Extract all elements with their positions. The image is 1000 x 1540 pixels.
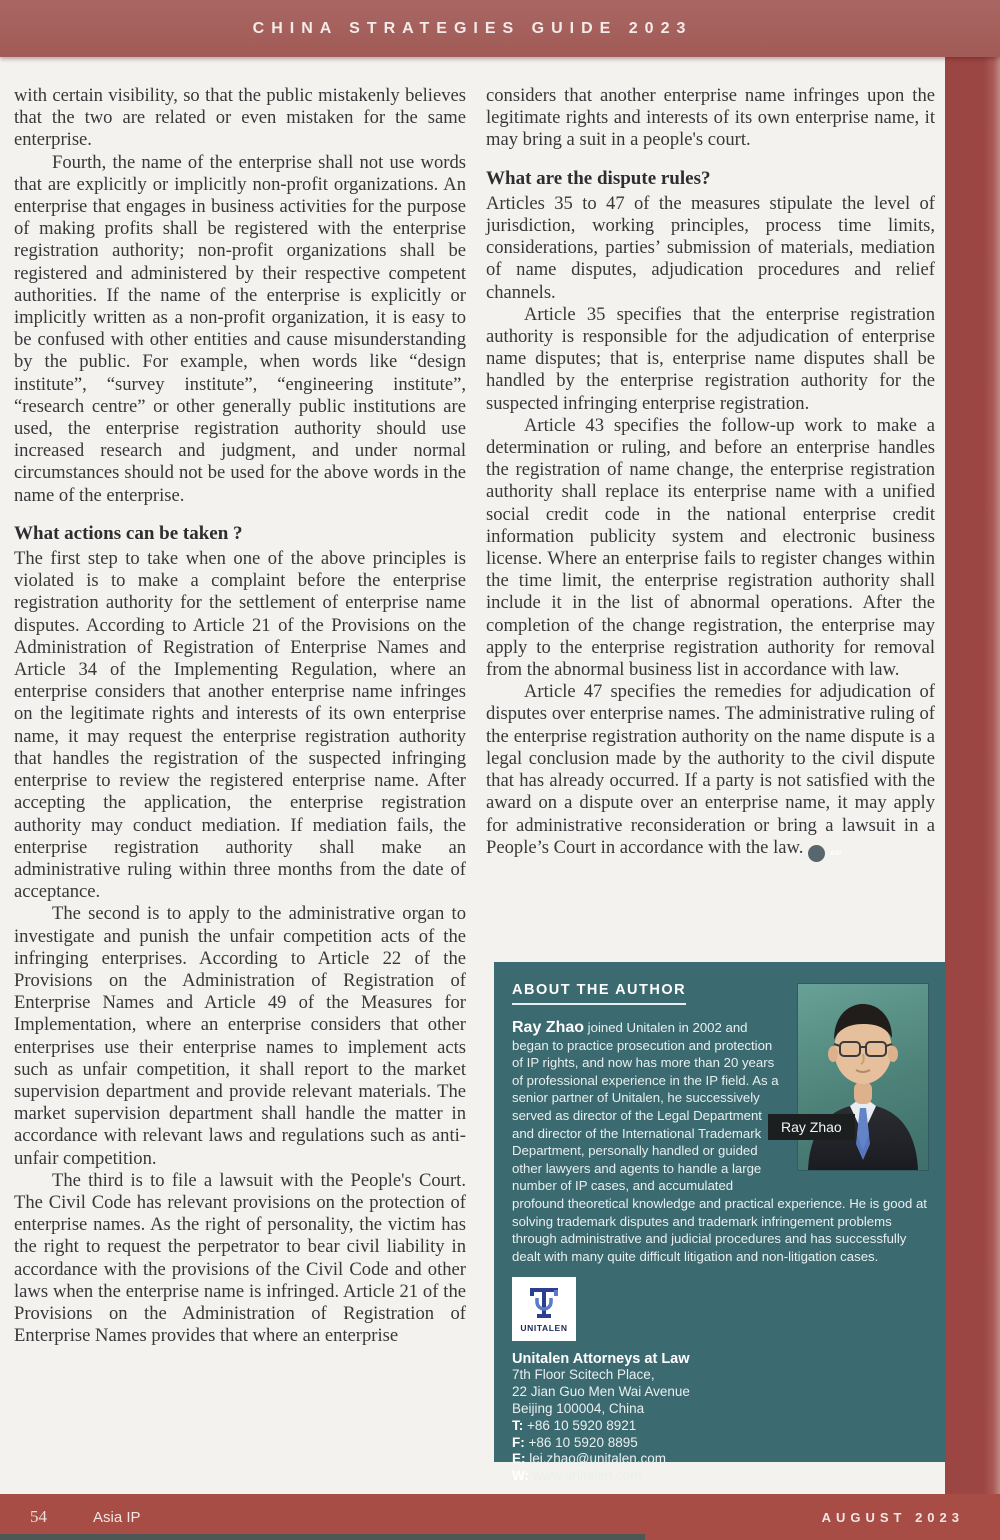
address-line-2: 22 Jian Guo Men Wai Avenue [512,1384,690,1400]
website-url: www.unitalen.com [529,1468,642,1484]
magazine-brand: Asia IP [93,1508,141,1526]
issue-date: AUGUST 2023 [821,1509,964,1525]
section-heading: What are the dispute rules? [486,167,711,189]
email-line [512,1451,928,1468]
paragraph: with certain visibility, so that the public mistakenly believes that the two are related or even mistaken for the same enterprise. [14,85,466,151]
paragraph: The first step to take when one of the above principles is violated is to make a complaint before the enterprise registration authority for the settlement of enterprise name disputes. According to Article 21 of the Provisions on the Administration of Registration of Enterprise Names and Article 34 of the Implementing Regulation, where an enterprise considers that another enterprise name infringes on the legitimate rights and interests of its own enterprise name, it may request the enterprise registration authority that handles the registration of the suspected infringing enterprise to review the registered enterprise name. After accepting the application, the enterprise registration authority may conduct mediation. If mediation fails, the enterprise registration authority shall make an administrative ruling within three months from the date of acceptance. [14,548,466,903]
page-right-border [945,0,1000,1540]
aip-badge-label: AIP [830,849,842,857]
website-label: W: [512,1468,529,1484]
phone-label: T: [512,1417,524,1433]
paragraph: The third is to file a lawsuit with the People's Court. The Civil Code has relevant provisions on the protection of enterprise names. As the right of personality, the victim has the right to request the perpetrator to bear civil liability in accordance with the provisions of the Civil Code and other laws when the enterprise name is infringed. Article 21 of the Provisions on the Administration of Registration of Enterprise Names provides that where an enterprise [14,1169,466,1347]
unitalen-logo [512,1277,576,1341]
page-header-title: CHINA STRATEGIES GUIDE 2023 [252,19,693,37]
fax-label: F: [512,1434,525,1450]
page-number: 54 [30,1507,47,1526]
section-heading: What actions can be taken ? [14,522,243,544]
header-band [0,0,1000,57]
email-address: lei.zhao@unitalen.com [525,1451,667,1467]
author-portrait-illustration [798,984,928,1170]
paragraph: Article 35 specifies that the enterprise registration authority is responsible for the adjudication of enterprise name disputes; that is, enterprise name disputes shall be handled by the enterprise registration authority for the suspected infringing enterprise registration. [486,303,935,414]
unitalen-logo-label: UNITALEN [520,1323,568,1334]
fax-number: +86 10 5920 8895 [524,1434,638,1450]
author-photo-caption: Ray Zhao [768,1114,855,1140]
phone-number: +86 10 5920 8921 [523,1417,637,1433]
paragraph: Articles 35 to 47 of the measures stipulate the level of jurisdiction, working principles, process time limits, considerations, parties’ submission of materials, mediation of name disputes, adjudication procedures and relief channels. [486,192,935,303]
author-bio-text: joined Unitalen in 2002 and began to practice prosecution and protection of IP rights, and now has more than 20 years of professional experience in the IP field. As a senior partner of Unitalen, he successively served as director of the Legal Department and director of the International Trademark Department, personally handled or guided other lawyers and agents to handle a large number of IP cases, and accumulated profound theoretical knowledge and practical experience. He is good at solving trademark disputes and trademark infringement problems through administrative and judicial procedures and has successfully dealt with many quite difficult litigation and non-litigation cases. [512,1020,927,1264]
asia-ip-end-badge [808,845,842,862]
author-photo [781,984,928,1170]
paragraph: Article 43 specifies the follow-up work to make a determination or ruling, and before an enterprise handles the registration of name change, the enterprise registration authority shall replace its enterprise name with a unified social credit code in the national enterprise credit information publicity system and electronic business license. Where an enterprise fails to register changes within the time limit, the enterprise registration authority shall include it in the list of abnormal operations. After the completion of the change registration, the enterprise may apply to the enterprise registration authority for removal from the abnormal business list in accordance with law. [486,414,935,681]
paragraph: considers that another enterprise name infringes upon the legitimate rights and interests of its own enterprise name, it may bring a suit in a people's court. [486,85,935,151]
paragraph: Fourth, the name of the enterprise shall not use words that are explicitly or implicitly non-profit organizations. An enterprise that engages in business activities for the purpose of making profits shall be registered with the enterprise registration authority; non-profit organizations shall be registered and administered by their respective competent authorities. If the name of the enterprise is explicitly or implicitly written as a non-profit organization, it is easy to be confused with other entities and cause misunderstanding by the public. For example, when words like “design institute”, “survey institute”, “engineering institute”, “research centre” or other generally public institutions are used, the enterprise registration authority should use increased research and judgment, and under normal circumstances should not be used for the above words in the name of the enterprise. [14,151,466,506]
fax-line [512,1435,928,1452]
author-name: Ray Zhao [512,1019,585,1036]
right-column [486,85,935,862]
website-line [512,1468,928,1485]
left-column [14,85,466,1347]
firm-name: Unitalen Attorneys at Law [512,1351,690,1368]
address-line-3: Beijing 100004, China [512,1400,645,1416]
page-edge-shadow [0,1534,645,1540]
address-line-1: 7th Floor Scitech Place, [512,1367,655,1383]
paragraph [486,681,935,862]
phone-line [512,1418,928,1435]
about-the-author-title: ABOUT THE AUTHOR [512,982,686,1005]
paragraph-text: Article 47 specifies the remedies for adjudication of disputes over enterprise names. The administrative ruling of the enterprise registration authority on the name dispute is a legal conclusion made by the authority to the civil dispute that has already occurred. If a party is not satisfied with the award on a dispute over an enterprise name, it may apply for administrative reconsideration or bring a lawsuit in a People’s Court in accordance with the law. [486,681,935,858]
about-the-author-box [494,962,946,1484]
paragraph: The second is to apply to the administrative organ to investigate and punish the unfair competition acts of the infringing enterprises. According to Article 22 of the Provisions on the Administration of Registration of Enterprise Names and Article 49 of the Measures for Implementation, where an enterprise considers that other enterprises use their enterprise names to implement acts such as unfair competition, it shall report to the market supervision department and provide relevant materials. The market supervision department shall handle the matter in accordance with relevant laws and regulations such as anti-unfair competition. [14,903,466,1169]
email-label: E: [512,1451,526,1467]
unitalen-logo-icon [526,1285,562,1321]
